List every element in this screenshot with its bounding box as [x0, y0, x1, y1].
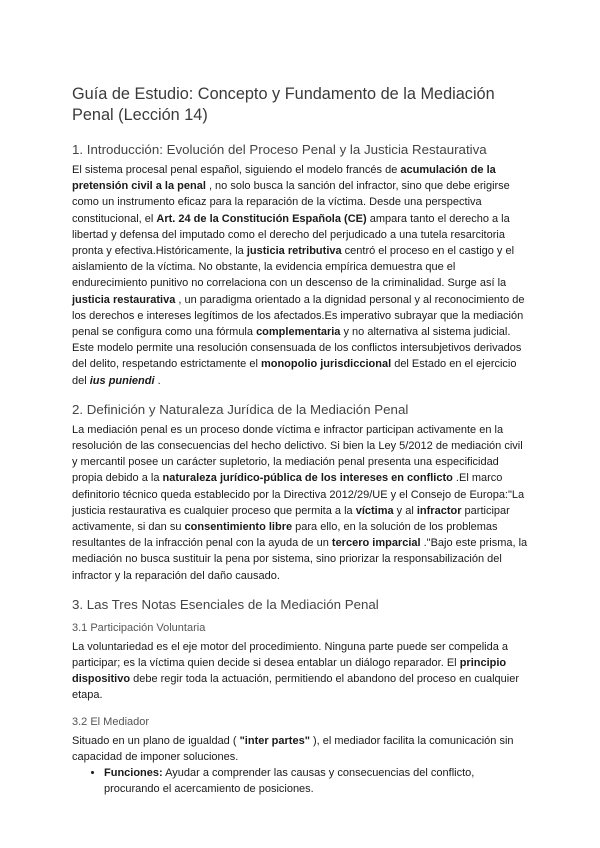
text-run: y no alternativa al sistema judicial. Este modelo permite una resolución consensuada de los conflictos intersubjetivos derivados del delito, respetando estrictamente el	[72, 326, 522, 371]
bold-term: justicia retributiva	[246, 245, 342, 258]
bold-term: consentimiento libre	[184, 521, 293, 534]
bold-term: Art. 24 de la Constitución Española (CE)	[156, 212, 367, 225]
bold-term: justicia restaurativa	[72, 293, 176, 306]
text-run: .	[154, 374, 161, 387]
bold-term: tercero imparcial	[331, 537, 421, 550]
section-3	[72, 596, 528, 798]
section-2-heading: 2. Definición y Naturaleza Jurídica de la Mediación Penal	[72, 401, 409, 417]
subsection-3-2-heading: 3.2 El Mediador	[72, 715, 150, 728]
text-run: .El marco definitorio técnico queda establecido por la Directiva 2012/29/UE y el Consejo de Europa:"La justicia restaurativa es cualquier proceso que permita a la	[72, 472, 525, 517]
text-run: del Estado en el ejercicio del	[72, 358, 517, 387]
section-1-paragraph	[72, 162, 528, 389]
section-2	[72, 401, 528, 584]
subsection-3-2	[72, 715, 528, 798]
text-run: centró el proceso en el castigo y el aislamiento de la víctima. No obstante, la evidencia empírica demuestra que el endurecimiento punitivo no correlaciona con un descenso de la criminalidad. Surge así la	[72, 245, 515, 290]
text-run: ampara tanto el derecho a la libertad y defensa del imputado como el derecho del perjudicado a una tutela resarcitoria pronta y efectiva.Históricamente, la	[72, 212, 510, 258]
subsection-3-1-heading: 3.1 Participación Voluntaria	[72, 621, 206, 634]
bold-term: infractor	[416, 504, 462, 517]
text-run: , un paradigma orientado a la dignidad personal y al reconocimiento de los derechos e intereses legítimos de los afectados.Es imperativo subrayar que la mediación penal se configura como una fórmula	[72, 293, 525, 339]
bold-term: naturaleza jurídico-pública de los intereses en conflicto	[162, 472, 453, 485]
bold-term: "inter partes"	[239, 734, 310, 747]
text-run: ), el mediador facilita la comunicación sin capacidad de imponer soluciones.	[72, 734, 514, 763]
bold-term: Funciones:	[104, 767, 163, 780]
text-run: debe regir toda la actuación, permitiendo el abandono del proceso en cualquier etapa.	[72, 673, 519, 702]
section-1-heading: 1. Introducción: Evolución del Proceso Penal y la Justicia Restaurativa	[72, 142, 487, 157]
bold-term: principio dispositivo	[72, 657, 507, 686]
text-run: Situado en un plano de igualdad (	[72, 734, 240, 747]
text-run: participar activamente, si dan su	[72, 504, 510, 534]
document-title: Guía de Estudio: Concepto y Fundamento de la Mediación Penal (Lección 14)	[72, 85, 495, 124]
italic-term: ius puniendi	[89, 374, 155, 387]
text-run: y al	[393, 504, 417, 517]
section-2-paragraph	[72, 422, 528, 584]
list-item	[104, 765, 528, 797]
text-run: Ayudar a comprender las causas y consecuencias del conflicto, procurando el acercamiento de posiciones.	[104, 767, 475, 796]
subsection-3-2-paragraph	[72, 733, 528, 765]
bold-term: complementaria	[256, 326, 341, 339]
text-run: , no solo busca la sanción del infractor, sino que debe erigirse como un instrumento eficaz para la reparación de la víctima. Desde una perspectiva constitucional, el	[72, 180, 510, 225]
bold-term: acumulación de la pretensión civil a la penal	[72, 164, 496, 193]
section-1	[72, 141, 528, 389]
subsection-3-1	[72, 621, 528, 704]
text-run: para ello, en la solución de los problemas resultantes de la infracción penal con la ayuda de un	[72, 521, 498, 550]
subsection-3-1-paragraph	[72, 639, 528, 704]
bold-term: víctima	[355, 504, 394, 517]
functions-list	[72, 765, 528, 797]
section-3-heading: 3. Las Tres Notas Esenciales de la Mediación Penal	[72, 596, 379, 612]
text-run: La mediación penal es un proceso donde víctima e infractor participan activamente en la resolución de las consecuencias del hecho delictivo. Si bien la Ley 5/2012 de mediación civil y mercantil posee un carácter supletorio, la mediación penal presenta una especificidad propia debido a la	[72, 423, 523, 485]
text-run: El sistema procesal penal español, siguiendo el modelo francés de	[72, 164, 401, 176]
text-run: ."Bajo este prisma, la mediación no busca sustituir la pena por sistema, sino priorizar la responsabilización del infractor y la reparación del daño causado.	[72, 537, 528, 582]
text-run: La voluntariedad es el eje motor del procedimiento. Ninguna parte puede ser compelida a participar; es la víctima quien decide si desea entablar un diálogo reparador. El	[72, 640, 508, 670]
bold-term: monopolio jurisdiccional	[260, 358, 392, 371]
